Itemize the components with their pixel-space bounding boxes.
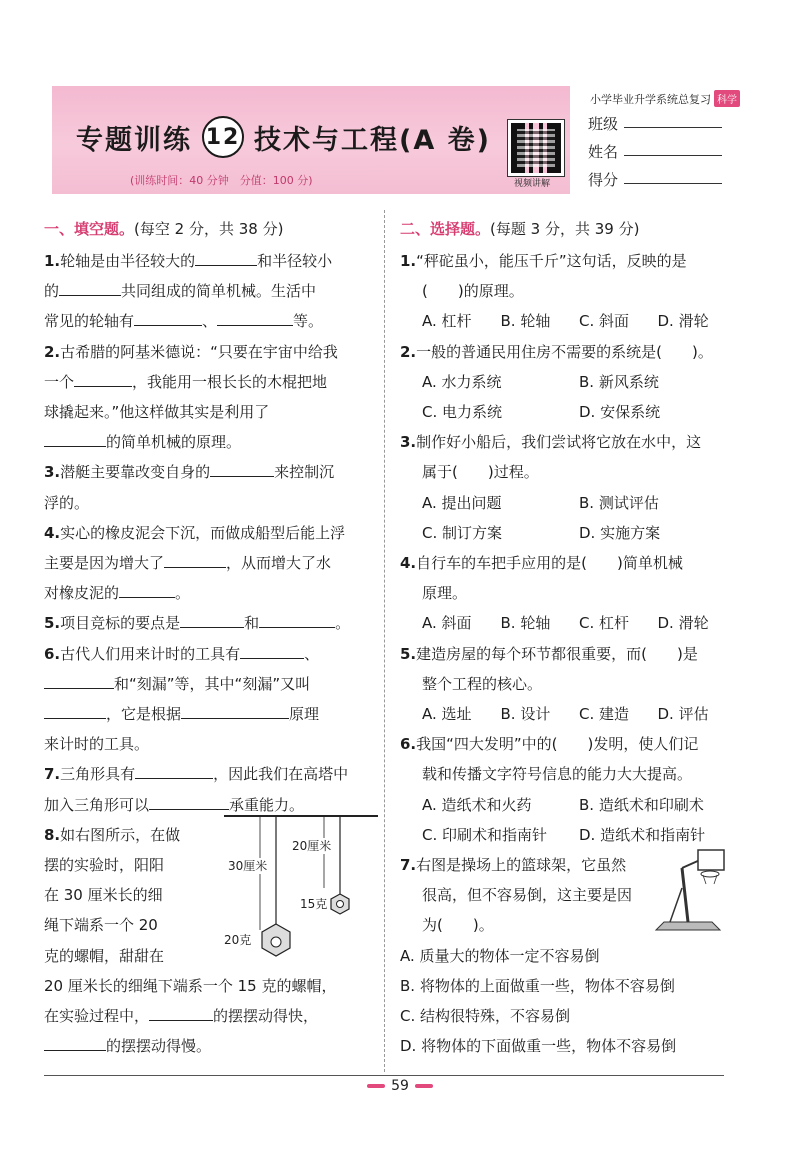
- option-d[interactable]: D. 评估: [657, 705, 709, 724]
- option-a[interactable]: A. 选址: [422, 705, 472, 724]
- option-a[interactable]: A. 水力系统: [422, 372, 502, 391]
- column-divider: [384, 210, 385, 1072]
- fill-blank-section: [44, 212, 370, 1061]
- question-7: 7.三角形具有 ，因此我们在高塔中 加入三角形可以 承重能力。: [44, 759, 370, 819]
- question-3: 3.潜艇主要靠改变自身的 来控制沉 浮的。: [44, 457, 370, 517]
- time-score-note: (训练时间：40 分钟 分值：100 分): [130, 174, 313, 187]
- option-b[interactable]: B. 新风系统: [579, 372, 659, 391]
- options: [400, 790, 736, 820]
- question-4: 4.实心的橡皮泥会下沉，而做成船型后能上浮 主要是因为增大了 ，从而增大了水 对橡皮泥的 。: [44, 523, 346, 603]
- pendulum-figure: [220, 812, 380, 962]
- question-5: 5.项目竞标的要点是 和 。: [44, 608, 370, 638]
- question-6: 6.古代人们用来计时的工具有 、 和“刻漏”等，其中“刻漏”又叫 ，它是根据 原理 来计时的工具。: [44, 639, 370, 760]
- options: [400, 397, 736, 427]
- option-d[interactable]: D. 造纸术和指南针: [579, 825, 706, 844]
- answer-blank[interactable]: [74, 368, 132, 387]
- qr-label: 视频讲解: [514, 179, 551, 189]
- answer-blank[interactable]: [217, 307, 293, 326]
- answer-blank[interactable]: [44, 700, 106, 719]
- class-field[interactable]: 班级: [578, 106, 742, 134]
- answer-blank[interactable]: [134, 307, 202, 326]
- mc-question-1: 1.“秤砣虽小，能压千斤”这句话，反映的是 ( )的原理。: [400, 252, 687, 301]
- option-d[interactable]: D. 滑轮: [657, 312, 709, 331]
- options: [400, 518, 736, 548]
- series-name: 小学毕业升学系统总复习: [590, 92, 711, 106]
- option-a[interactable]: A. 质量大的物体一定不容易倒: [400, 946, 600, 965]
- answer-blank[interactable]: [135, 760, 213, 779]
- options: [400, 488, 736, 518]
- option-c[interactable]: C. 结构很特殊，不容易倒: [400, 1007, 571, 1026]
- answer-blank[interactable]: [119, 579, 175, 598]
- mc-question-2: 2.一般的普通民用住房不需要的系统是( )。: [400, 342, 713, 361]
- option-a[interactable]: A. 斜面: [422, 614, 472, 633]
- answer-blank[interactable]: [180, 609, 244, 628]
- page-number: 59: [350, 1078, 450, 1094]
- answer-blank[interactable]: [181, 700, 289, 719]
- score-field[interactable]: 得分: [578, 162, 742, 190]
- student-info-box: [578, 106, 742, 196]
- mc-question-4: 4.自行车的车把手应用的是( )简单机械 原理。: [400, 554, 683, 603]
- answer-blank[interactable]: [44, 670, 114, 689]
- page-title: [76, 116, 491, 158]
- option-b[interactable]: B. 轮轴: [500, 614, 551, 633]
- option-c[interactable]: C. 建造: [579, 705, 630, 724]
- subject-tag: 科学: [714, 90, 740, 107]
- question-2: 2.古希腊的阿基米德说：“只要在宇宙中给我 一个 ，我能用一根长长的木棍把地 球撬起来。”他这样做其实是利用了 的简单机械的原理。: [44, 342, 338, 452]
- mc-question-3: 3.制作好小船后，我们尝试将它放在水中，这 属于( )过程。: [400, 433, 702, 482]
- option-b[interactable]: B. 造纸术和印刷术: [579, 795, 704, 814]
- title-suffix: 技术与工程(A 卷): [254, 124, 491, 156]
- option-c[interactable]: C. 杠杆: [579, 614, 630, 633]
- option-a[interactable]: A. 造纸术和火药: [422, 795, 532, 814]
- answer-blank[interactable]: [44, 1032, 106, 1051]
- option-a[interactable]: A. 提出问题: [422, 493, 502, 512]
- footer-rule: [44, 1075, 724, 1076]
- label-short-string: 20厘米: [292, 838, 332, 853]
- answer-blank[interactable]: [210, 458, 274, 477]
- options: [400, 608, 736, 638]
- answer-blank[interactable]: [149, 791, 229, 810]
- multiple-choice-section: [400, 212, 736, 1061]
- options: [400, 820, 736, 850]
- option-d[interactable]: D. 实施方案: [579, 523, 661, 542]
- question-8: 8.如右图所示，在做 摆的实验时，阳阳 在 30 厘米长的细 绳下端系一个 20 克的螺帽，甜甜在 20 厘米长的细绳下端系一个 15 克的螺帽， 在实验过程中， 的摆摆动得快， 的摆摆动得慢。 30厘米 20厘米 15克 20克: [44, 820, 370, 1062]
- mc-question-7: 7.右图是操场上的篮球架，它虽然 很高，但不容易倒，这主要是因 为( )。: [400, 850, 736, 941]
- option-c[interactable]: C. 电力系统: [422, 403, 503, 422]
- label-small-mass: 15克: [300, 896, 328, 911]
- mc-question-5: 5.建造房屋的每个环节都很重要，而( )是 整个工程的核心。: [400, 644, 698, 693]
- mc-question-6: 6.我国“四大发明”中的( )发明，使人们记 载和传播文字符号信息的能力大大提高。: [400, 735, 699, 784]
- section-heading: 二、选择题。(每题 3 分，共 39 分): [400, 220, 640, 238]
- answer-blank[interactable]: [59, 277, 121, 296]
- basketball-hoop-figure: [648, 848, 728, 938]
- question-1: 1.轮轴是由半径较大的 和半径较小 的 共同组成的简单机械。生活中 常见的轮轴有 、 等。: [44, 246, 370, 337]
- answer-blank[interactable]: [44, 428, 106, 447]
- options: [400, 306, 736, 336]
- option-d[interactable]: D. 滑轮: [657, 614, 709, 633]
- option-c[interactable]: C. 斜面: [579, 312, 630, 331]
- topic-number-badge: 12: [202, 116, 244, 158]
- option-c[interactable]: C. 印刷术和指南针: [422, 825, 548, 844]
- option-b[interactable]: B. 设计: [500, 705, 551, 724]
- option-b[interactable]: B. 测试评估: [579, 493, 659, 512]
- label-long-string: 30厘米: [228, 858, 268, 873]
- option-b[interactable]: B. 将物体的上面做重一些，物体不容易倒: [400, 976, 675, 995]
- qr-code-icon[interactable]: [508, 120, 564, 176]
- title-prefix: 专题训练: [76, 124, 192, 156]
- option-a[interactable]: A. 杠杆: [422, 312, 472, 331]
- option-d[interactable]: D. 将物体的下面做重一些，物体不容易倒: [400, 1037, 677, 1056]
- answer-blank[interactable]: [149, 1002, 213, 1021]
- options: [400, 699, 736, 729]
- option-b[interactable]: B. 轮轴: [500, 312, 551, 331]
- label-large-mass: 20克: [224, 932, 252, 947]
- section-heading: 一、填空题。(每空 2 分，共 38 分): [44, 220, 284, 238]
- answer-blank[interactable]: [195, 247, 257, 266]
- answer-blank[interactable]: [164, 549, 226, 568]
- name-field[interactable]: 姓名: [578, 134, 742, 162]
- option-c[interactable]: C. 制订方案: [422, 523, 503, 542]
- series-label: [590, 90, 740, 107]
- options: [400, 367, 736, 397]
- option-d[interactable]: D. 安保系统: [579, 403, 661, 422]
- answer-blank[interactable]: [259, 609, 335, 628]
- answer-blank[interactable]: [240, 640, 304, 659]
